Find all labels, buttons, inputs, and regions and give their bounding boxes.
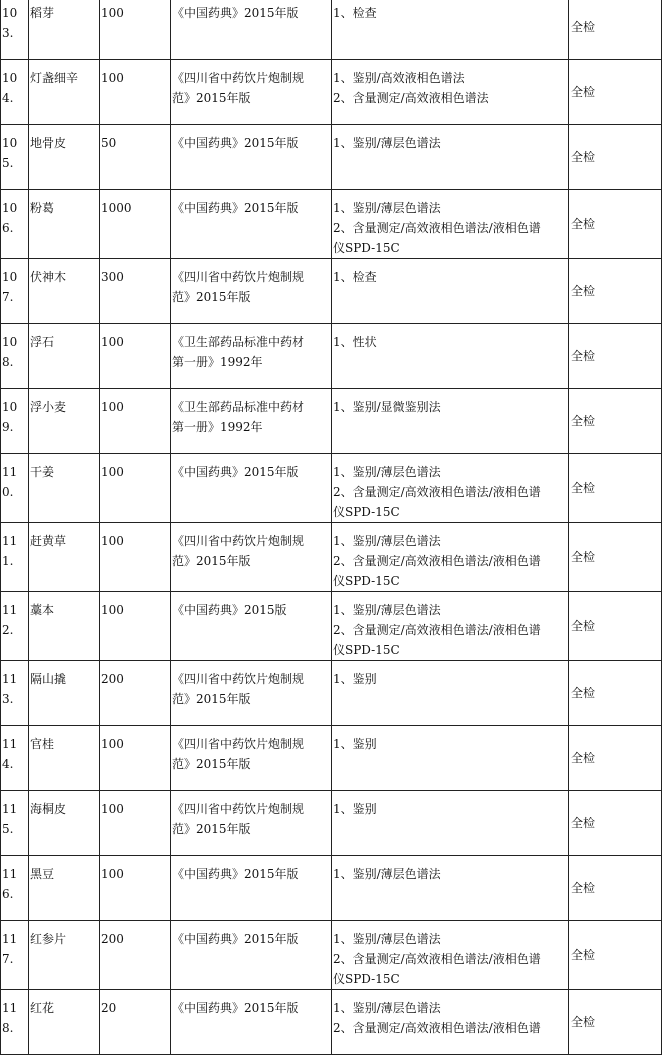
- herb-name-cell: [29, 791, 100, 856]
- row-number: 113.: [2, 672, 18, 706]
- herb-name: 伏神木: [30, 270, 67, 284]
- standard-line: 《中国药典》2015年版: [172, 932, 299, 946]
- herb-name: 浮小麦: [30, 400, 67, 414]
- quantity: 100: [101, 400, 124, 414]
- row-number: 107.: [2, 270, 18, 304]
- standard-line: 《四川省中药饮片炮制规: [172, 802, 305, 816]
- herb-name: 藁本: [30, 603, 55, 617]
- test-item-line: 1、鉴别: [333, 737, 377, 751]
- standard-line: 范》2015年版: [172, 91, 251, 105]
- test-item-line: 2、含量测定/高效液相色谱法/液相色谱: [333, 623, 541, 637]
- row-number: 117.: [2, 932, 18, 966]
- check-type: 全检: [571, 550, 596, 564]
- standard-line: 《四川省中药饮片炮制规: [172, 534, 305, 548]
- table-row: [1, 259, 662, 324]
- table-row: [1, 190, 662, 259]
- check-type: 全检: [571, 349, 596, 363]
- standard-line: 《四川省中药饮片炮制规: [172, 71, 305, 85]
- check-type-cell: [569, 259, 662, 324]
- standard-line: 范》2015年版: [172, 554, 251, 568]
- check-type: 全检: [571, 20, 596, 34]
- row-number: 118.: [2, 1001, 18, 1035]
- inspection-table-body: [1, 0, 662, 1055]
- quantity-cell: [100, 259, 171, 324]
- standard-line: 《中国药典》2015年版: [172, 1001, 299, 1015]
- check-type: 全检: [571, 881, 596, 895]
- table-row: [1, 523, 662, 592]
- herb-name-cell: [29, 190, 100, 259]
- table-row: [1, 990, 662, 1055]
- test-items-cell: [332, 190, 569, 259]
- standard-line: 《中国药典》2015年版: [172, 6, 299, 20]
- row-number-cell: [1, 791, 29, 856]
- standard-line: 《中国药典》2015年版: [172, 136, 299, 150]
- herb-name: 粉葛: [30, 201, 55, 215]
- check-type: 全检: [571, 481, 596, 495]
- quantity-cell: [100, 454, 171, 523]
- standard-cell: [171, 592, 332, 661]
- test-items-cell: [332, 454, 569, 523]
- table-row: [1, 661, 662, 726]
- check-type-cell: [569, 190, 662, 259]
- check-type: 全检: [571, 1015, 596, 1029]
- check-type: 全检: [571, 150, 596, 164]
- check-type: 全检: [571, 414, 596, 428]
- test-item-line: 2、含量测定/高效液相色谱法/液相色谱: [333, 952, 541, 966]
- herb-name: 红花: [30, 1001, 55, 1015]
- table-row: [1, 389, 662, 454]
- quantity-cell: [100, 592, 171, 661]
- quantity-cell: [100, 856, 171, 921]
- quantity-cell: [100, 661, 171, 726]
- quantity: 100: [101, 465, 124, 479]
- herb-name-cell: [29, 324, 100, 389]
- test-item-line: 2、含量测定/高效液相色谱法/液相色谱: [333, 485, 541, 499]
- test-items-cell: [332, 791, 569, 856]
- check-type-cell: [569, 523, 662, 592]
- row-number-cell: [1, 921, 29, 990]
- row-number: 105.: [2, 136, 18, 170]
- quantity: 100: [101, 335, 124, 349]
- herb-name-cell: [29, 60, 100, 125]
- standard-line: 范》2015年版: [172, 692, 251, 706]
- quantity: 100: [101, 6, 124, 20]
- row-number: 111.: [2, 534, 18, 568]
- table-row: [1, 592, 662, 661]
- herb-name-cell: [29, 726, 100, 791]
- check-type: 全检: [571, 217, 596, 231]
- herb-name: 干姜: [30, 465, 55, 479]
- test-items-cell: [332, 60, 569, 125]
- standard-cell: [171, 921, 332, 990]
- standard-cell: [171, 454, 332, 523]
- test-item-line: 1、鉴别: [333, 672, 377, 686]
- standard-cell: [171, 190, 332, 259]
- test-item-line: 1、鉴别/薄层色谱法: [333, 136, 441, 150]
- quantity-cell: [100, 791, 171, 856]
- row-number-cell: [1, 856, 29, 921]
- table-row: [1, 0, 662, 60]
- table-row: [1, 454, 662, 523]
- standard-cell: [171, 726, 332, 791]
- herb-name-cell: [29, 523, 100, 592]
- herb-name-cell: [29, 921, 100, 990]
- check-type-cell: [569, 726, 662, 791]
- standard-line: 《中国药典》2015年版: [172, 465, 299, 479]
- row-number: 110.: [2, 465, 18, 499]
- herb-name-cell: [29, 454, 100, 523]
- herb-name: 浮石: [30, 335, 55, 349]
- check-type-cell: [569, 661, 662, 726]
- herb-name: 灯盏细辛: [30, 71, 79, 85]
- check-type-cell: [569, 125, 662, 190]
- test-item-line: 1、鉴别: [333, 802, 377, 816]
- check-type-cell: [569, 389, 662, 454]
- standard-line: 《四川省中药饮片炮制规: [172, 672, 305, 686]
- test-item-line: 1、鉴别/显微鉴别法: [333, 400, 441, 414]
- herb-name: 黑豆: [30, 867, 55, 881]
- quantity-cell: [100, 0, 171, 60]
- test-item-line: 1、检查: [333, 270, 377, 284]
- standard-cell: [171, 324, 332, 389]
- standard-cell: [171, 661, 332, 726]
- test-item-line: 1、鉴别/薄层色谱法: [333, 932, 441, 946]
- herb-name-cell: [29, 0, 100, 60]
- test-item-line: 仪SPD-15C: [333, 972, 400, 986]
- check-type: 全检: [571, 816, 596, 830]
- standard-cell: [171, 0, 332, 60]
- row-number-cell: [1, 661, 29, 726]
- row-number-cell: [1, 60, 29, 125]
- herb-name: 隔山撬: [30, 672, 67, 686]
- standard-line: 范》2015年版: [172, 290, 251, 304]
- standard-line: 《中国药典》2015版: [172, 603, 287, 617]
- test-items-cell: [332, 856, 569, 921]
- standard-cell: [171, 259, 332, 324]
- standard-line: 《卫生部药品标准中药材: [172, 335, 305, 349]
- test-item-line: 1、检查: [333, 6, 377, 20]
- test-items-cell: [332, 921, 569, 990]
- herb-name-cell: [29, 856, 100, 921]
- check-type-cell: [569, 856, 662, 921]
- check-type: 全检: [571, 85, 596, 99]
- quantity-cell: [100, 389, 171, 454]
- test-item-line: 1、鉴别/高效液相色谱法: [333, 71, 465, 85]
- quantity-cell: [100, 523, 171, 592]
- table-row: [1, 60, 662, 125]
- quantity-cell: [100, 60, 171, 125]
- herb-name-cell: [29, 259, 100, 324]
- quantity: 100: [101, 534, 124, 548]
- row-number-cell: [1, 324, 29, 389]
- standard-line: 《中国药典》2015年版: [172, 867, 299, 881]
- standard-line: 第一册》1992年: [172, 355, 263, 369]
- test-items-cell: [332, 990, 569, 1055]
- row-number: 104.: [2, 71, 18, 105]
- test-item-line: 2、含量测定/高效液相色谱法: [333, 91, 489, 105]
- test-items-cell: [332, 324, 569, 389]
- quantity: 100: [101, 71, 124, 85]
- quantity: 50: [101, 136, 117, 150]
- quantity-cell: [100, 726, 171, 791]
- check-type-cell: [569, 60, 662, 125]
- quantity-cell: [100, 990, 171, 1055]
- quantity: 200: [101, 932, 124, 946]
- table-row: [1, 921, 662, 990]
- row-number-cell: [1, 592, 29, 661]
- check-type: 全检: [571, 751, 596, 765]
- test-items-cell: [332, 592, 569, 661]
- standard-line: 《卫生部药品标准中药材: [172, 400, 305, 414]
- test-items-cell: [332, 0, 569, 60]
- table-row: [1, 726, 662, 791]
- test-item-line: 1、鉴别/薄层色谱法: [333, 867, 441, 881]
- standard-cell: [171, 990, 332, 1055]
- test-items-cell: [332, 726, 569, 791]
- row-number-cell: [1, 990, 29, 1055]
- standard-line: 范》2015年版: [172, 822, 251, 836]
- standard-line: 《四川省中药饮片炮制规: [172, 737, 305, 751]
- check-type-cell: [569, 990, 662, 1055]
- herb-name-cell: [29, 990, 100, 1055]
- test-items-cell: [332, 389, 569, 454]
- standard-cell: [171, 791, 332, 856]
- test-items-cell: [332, 661, 569, 726]
- test-items-cell: [332, 125, 569, 190]
- check-type-cell: [569, 791, 662, 856]
- standard-cell: [171, 125, 332, 190]
- row-number: 108.: [2, 335, 18, 369]
- check-type: 全检: [571, 284, 596, 298]
- standard-line: 《中国药典》2015年版: [172, 201, 299, 215]
- herb-name-cell: [29, 125, 100, 190]
- quantity: 20: [101, 1001, 117, 1015]
- standard-line: 《四川省中药饮片炮制规: [172, 270, 305, 284]
- test-item-line: 1、鉴别/薄层色谱法: [333, 603, 441, 617]
- quantity: 100: [101, 867, 124, 881]
- table-row: [1, 856, 662, 921]
- test-item-line: 1、鉴别/薄层色谱法: [333, 201, 441, 215]
- row-number-cell: [1, 125, 29, 190]
- row-number-cell: [1, 190, 29, 259]
- herb-name-cell: [29, 592, 100, 661]
- quantity-cell: [100, 324, 171, 389]
- herb-name-cell: [29, 661, 100, 726]
- test-item-line: 2、含量测定/高效液相色谱法/液相色谱: [333, 221, 541, 235]
- check-type-cell: [569, 592, 662, 661]
- test-item-line: 1、鉴别/薄层色谱法: [333, 465, 441, 479]
- row-number-cell: [1, 454, 29, 523]
- row-number: 112.: [2, 603, 18, 637]
- standard-cell: [171, 856, 332, 921]
- quantity: 1000: [101, 201, 132, 215]
- row-number: 106.: [2, 201, 18, 235]
- row-number: 115.: [2, 802, 18, 836]
- test-item-line: 仪SPD-15C: [333, 505, 400, 519]
- herb-name: 官桂: [30, 737, 55, 751]
- quantity: 100: [101, 802, 124, 816]
- herb-name: 红参片: [30, 932, 67, 946]
- check-type: 全检: [571, 948, 596, 962]
- test-item-line: 1、性状: [333, 335, 377, 349]
- test-item-line: 仪SPD-15C: [333, 643, 400, 657]
- check-type-cell: [569, 921, 662, 990]
- test-item-line: 1、鉴别/薄层色谱法: [333, 1001, 441, 1015]
- test-item-line: 2、含量测定/高效液相色谱法/液相色谱: [333, 1021, 541, 1035]
- herb-name: 海桐皮: [30, 802, 67, 816]
- standard-cell: [171, 60, 332, 125]
- table-row: [1, 324, 662, 389]
- row-number: 114.: [2, 737, 18, 771]
- table-row: [1, 125, 662, 190]
- row-number: 109.: [2, 400, 18, 434]
- herb-name: 稻芽: [30, 6, 55, 20]
- check-type-cell: [569, 0, 662, 60]
- standard-cell: [171, 523, 332, 592]
- row-number: 116.: [2, 867, 18, 901]
- test-item-line: 1、鉴别/薄层色谱法: [333, 534, 441, 548]
- quantity-cell: [100, 190, 171, 259]
- quantity: 100: [101, 737, 124, 751]
- row-number-cell: [1, 0, 29, 60]
- row-number-cell: [1, 259, 29, 324]
- test-items-cell: [332, 259, 569, 324]
- test-item-line: 仪SPD-15C: [333, 241, 400, 255]
- check-type: 全检: [571, 686, 596, 700]
- standard-line: 第一册》1992年: [172, 420, 263, 434]
- herb-name: 地骨皮: [30, 136, 67, 150]
- row-number-cell: [1, 726, 29, 791]
- row-number: 103.: [2, 6, 18, 40]
- test-items-cell: [332, 523, 569, 592]
- quantity: 300: [101, 270, 124, 284]
- test-item-line: 2、含量测定/高效液相色谱法/液相色谱: [333, 554, 541, 568]
- quantity: 200: [101, 672, 124, 686]
- table-row: [1, 791, 662, 856]
- check-type-cell: [569, 324, 662, 389]
- standard-cell: [171, 389, 332, 454]
- standard-line: 范》2015年版: [172, 757, 251, 771]
- quantity-cell: [100, 921, 171, 990]
- check-type-cell: [569, 454, 662, 523]
- test-item-line: 仪SPD-15C: [333, 574, 400, 588]
- row-number-cell: [1, 389, 29, 454]
- herb-name: 赶黄草: [30, 534, 67, 548]
- quantity: 100: [101, 603, 124, 617]
- check-type: 全检: [571, 619, 596, 633]
- quantity-cell: [100, 125, 171, 190]
- herb-name-cell: [29, 389, 100, 454]
- row-number-cell: [1, 523, 29, 592]
